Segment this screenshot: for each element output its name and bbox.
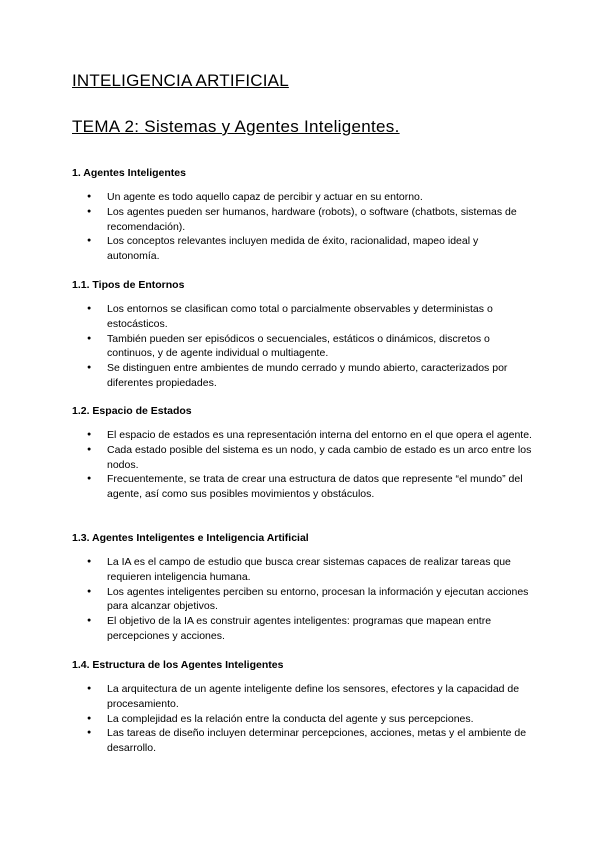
list-item: ● Un agente es todo aquello capaz de percibir y actuar en su entorno. [72,190,532,205]
list-item: ● Cada estado posible del sistema es un nodo, y cada cambio de estado es un arco entre los nodos. [72,443,532,473]
bullet-list [72,428,532,502]
document-title: INTELIGENCIA ARTIFICIAL [72,71,289,90]
section-heading: 1.3. Agentes Inteligentes e Inteligencia Artificial [72,532,309,544]
list-item: ● El espacio de estados es una representación interna del entorno en el que opera el agente. [72,428,532,443]
list-item: ● Frecuentemente, se trata de crear una estructura de datos que represente “el mundo” del agente, así como sus posibles movimientos y obstáculos. [72,472,532,502]
section-heading: 1. Agentes Inteligentes [72,167,186,179]
list-item: ● La complejidad es la relación entre la conducta del agente y sus percepciones. [72,712,532,727]
section-heading: 1.4. Estructura de los Agentes Inteligentes [72,659,284,671]
section-heading: 1.1. Tipos de Entornos [72,279,185,291]
list-item: ● El objetivo de la IA es construir agentes inteligentes: programas que mapean entre percepciones y acciones. [72,614,532,644]
document-subtitle: TEMA 2: Sistemas y Agentes Inteligentes. [72,117,400,136]
bullet-list [72,190,532,264]
list-item: ● Los agentes inteligentes perciben su entorno, procesan la información y ejecutan acciones para alcanzar objetivos. [72,585,532,615]
section-heading: 1.2. Espacio de Estados [72,405,192,417]
list-item: ● Los entornos se clasifican como total o parcialmente observables y deterministas o estocásticos. [72,302,532,332]
section-agentes-e-ia [72,531,532,644]
bullet-list [72,682,532,756]
bullet-list [72,555,532,644]
section-tipos-de-entornos [72,278,532,391]
list-item: ● La IA es el campo de estudio que busca crear sistemas capaces de realizar tareas que requieren inteligencia humana. [72,555,532,585]
section-espacio-de-estados [72,404,532,502]
list-item: ● También pueden ser episódicos o secuenciales, estáticos o dinámicos, discretos o continuos, y de agente individual o multiagente. [72,332,532,362]
list-item: ● Las tareas de diseño incluyen determinar percepciones, acciones, metas y el ambiente de desarrollo. [72,726,532,756]
list-item: ● Los conceptos relevantes incluyen medida de éxito, racionalidad, mapeo ideal y autonomía. [72,234,532,264]
list-item: ● La arquitectura de un agente inteligente define los sensores, efectores y la capacidad de procesamiento. [72,682,532,712]
section-estructura-agentes [72,658,532,756]
list-item: ● Los agentes pueden ser humanos, hardware (robots), o software (chatbots, sistemas de recomendación). [72,205,532,235]
bullet-list [72,302,532,391]
list-item: ● Se distinguen entre ambientes de mundo cerrado y mundo abierto, caracterizados por diferentes propiedades. [72,361,532,391]
section-agentes-inteligentes [72,166,532,264]
